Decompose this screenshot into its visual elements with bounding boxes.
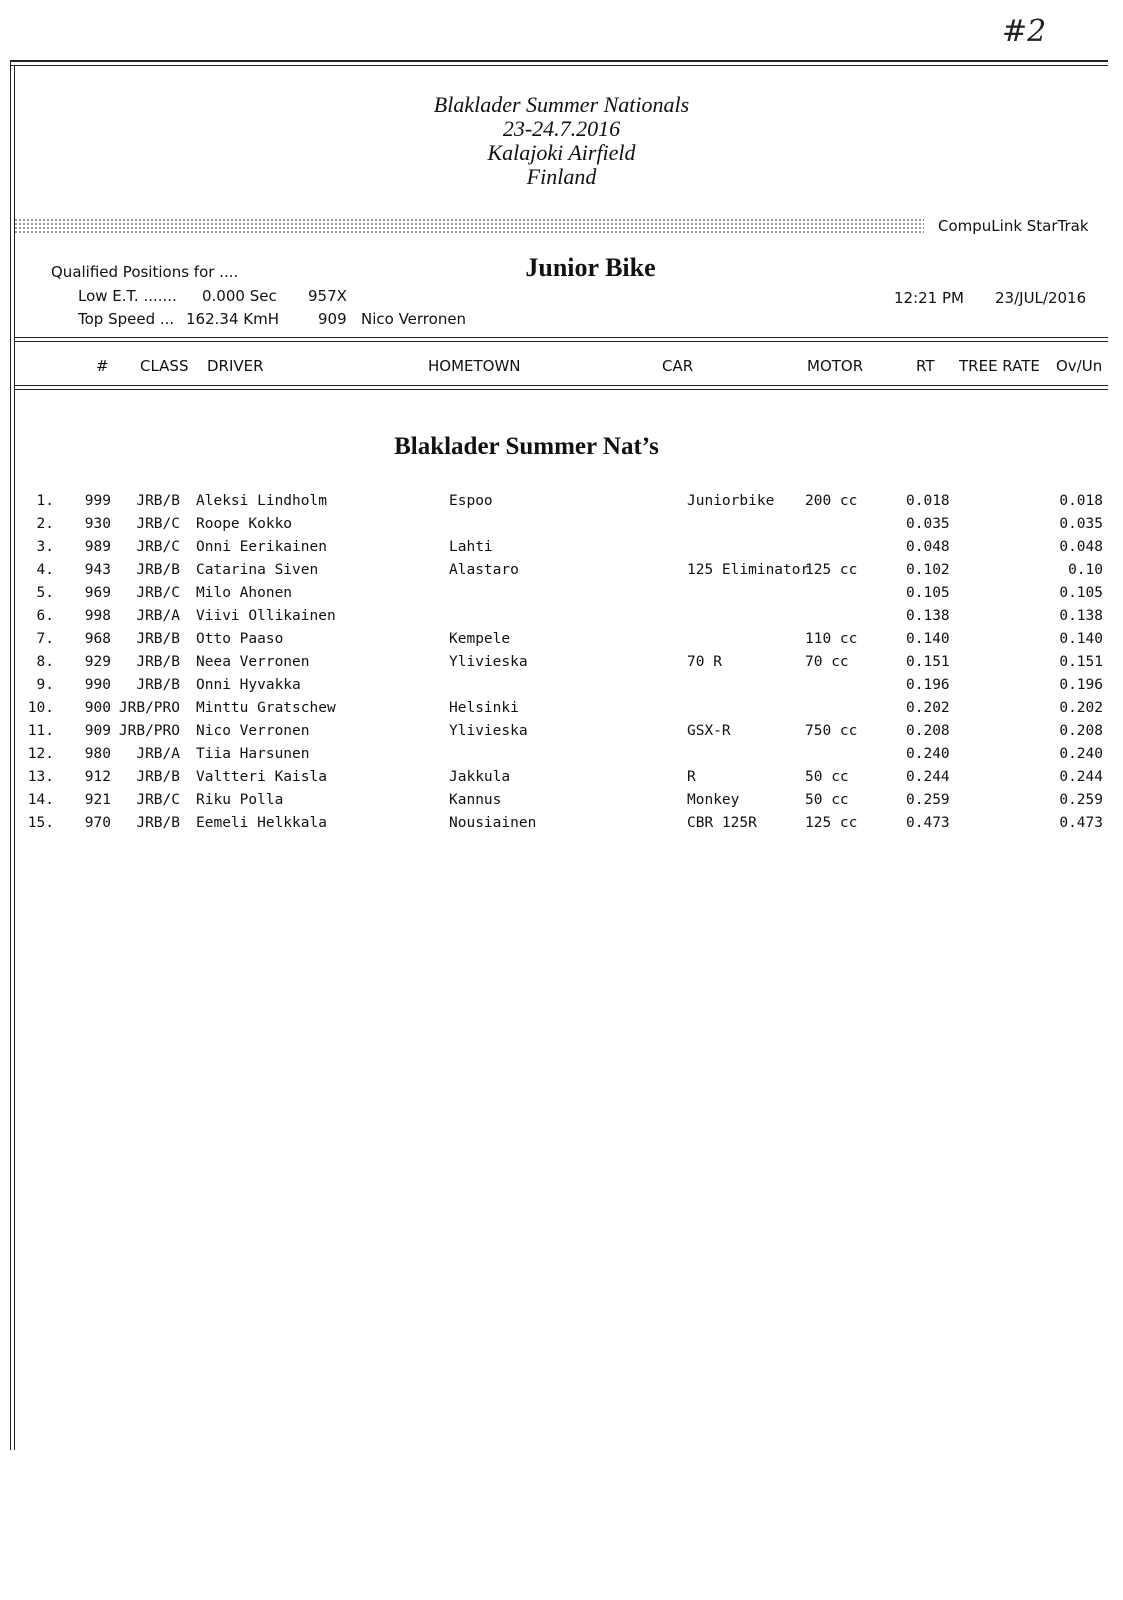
row-ovun: 0.259 [1059, 792, 1103, 808]
row-number: 912 [84, 769, 111, 785]
row-rt: 0.102 [906, 562, 950, 578]
row-hometown: Kannus [449, 792, 502, 808]
col-car-header: CAR [662, 357, 694, 375]
row-hometown: Jakkula [449, 769, 511, 785]
row-car: Monkey [687, 792, 740, 808]
row-hometown: Ylivieska [449, 723, 528, 739]
table-row [0, 631, 1123, 654]
event-name: Blaklader Summer Nationals [433, 92, 690, 117]
row-ovun: 0.202 [1059, 700, 1103, 716]
row-rt: 0.202 [906, 700, 950, 716]
low-et-number: 957X [308, 287, 347, 305]
top-speed-driver: Nico Verronen [361, 310, 467, 328]
row-driver: Riku Polla [196, 792, 284, 808]
row-driver: Aleksi Lindholm [196, 493, 327, 509]
row-number: 980 [84, 746, 111, 762]
col-ovun-header: Ov/Un [1056, 357, 1103, 375]
qualified-label: Qualified Positions for .... [51, 263, 239, 281]
row-position: 14. [27, 792, 54, 808]
table-row [0, 815, 1123, 838]
row-number: 968 [84, 631, 111, 647]
row-position: 8. [36, 654, 54, 670]
row-car: CBR 125R [687, 815, 757, 831]
row-driver: Viivi Ollikainen [196, 608, 336, 624]
row-driver: Neea Verronen [196, 654, 310, 670]
row-car: GSX-R [687, 723, 731, 739]
row-class: JRB/B [136, 493, 180, 509]
row-hometown: Alastaro [449, 562, 519, 578]
top-speed-number: 909 [318, 310, 347, 328]
header-rule-bottom-2 [14, 389, 1108, 390]
low-et-label: Low E.T. ....... [78, 287, 177, 305]
row-ovun: 0.018 [1059, 493, 1103, 509]
row-car: 125 Eliminator [687, 562, 810, 578]
row-rt: 0.244 [906, 769, 950, 785]
row-rt: 0.138 [906, 608, 950, 624]
row-class: JRB/C [136, 792, 180, 808]
row-class: JRB/B [136, 815, 180, 831]
row-driver: Roope Kokko [196, 516, 293, 532]
row-ovun: 0.035 [1059, 516, 1103, 532]
row-motor: 50 cc [805, 769, 849, 785]
table-row [0, 562, 1123, 585]
row-car: 70 R [687, 654, 722, 670]
row-position: 2. [36, 516, 54, 532]
row-position: 1. [36, 493, 54, 509]
row-ovun: 0.244 [1059, 769, 1103, 785]
row-rt: 0.151 [906, 654, 950, 670]
row-position: 10. [27, 700, 54, 716]
row-rt: 0.048 [906, 539, 950, 555]
row-position: 4. [36, 562, 54, 578]
top-speed-label: Top Speed ... [78, 310, 175, 328]
row-driver: Otto Paaso [196, 631, 284, 647]
top-speed-value: 162.34 KmH [186, 310, 279, 328]
header-rule-bottom [14, 385, 1108, 386]
row-driver: Eemeli Helkkala [196, 815, 327, 831]
row-position: 6. [36, 608, 54, 624]
row-rt: 0.259 [906, 792, 950, 808]
row-number: 909 [84, 723, 111, 739]
row-ovun: 0.473 [1059, 815, 1103, 831]
row-rt: 0.018 [906, 493, 950, 509]
row-driver: Tiia Harsunen [196, 746, 310, 762]
table-row [0, 516, 1123, 539]
row-motor: 70 cc [805, 654, 849, 670]
row-driver: Milo Ahonen [196, 585, 293, 601]
col-rt-header: RT [916, 357, 935, 375]
col-driver-header: DRIVER [207, 357, 264, 375]
row-class: JRB/B [136, 677, 180, 693]
col-motor-header: MOTOR [807, 357, 864, 375]
row-rt: 0.473 [906, 815, 950, 831]
row-number: 900 [84, 700, 111, 716]
row-position: 11. [27, 723, 54, 739]
row-hometown: Lahti [449, 539, 493, 555]
table-row [0, 493, 1123, 516]
row-class: JRB/B [136, 631, 180, 647]
event-venue: Kalajoki Airfield [487, 140, 636, 165]
header-rule-top [14, 337, 1108, 338]
row-class: JRB/C [136, 516, 180, 532]
row-rt: 0.196 [906, 677, 950, 693]
row-ovun: 0.240 [1059, 746, 1103, 762]
row-motor: 125 cc [805, 815, 858, 831]
event-header [0, 93, 1123, 189]
col-hometown-header: HOMETOWN [428, 357, 521, 375]
row-number: 969 [84, 585, 111, 601]
row-ovun: 0.048 [1059, 539, 1103, 555]
header-rule-top-2 [14, 341, 1108, 342]
frame-top-border-inner [10, 65, 1108, 66]
row-rt: 0.035 [906, 516, 950, 532]
row-number: 929 [84, 654, 111, 670]
row-position: 13. [27, 769, 54, 785]
report-date: 23/JUL/2016 [995, 289, 1087, 307]
frame-top-border [10, 60, 1108, 62]
table-row [0, 769, 1123, 792]
row-hometown: Ylivieska [449, 654, 528, 670]
row-position: 12. [27, 746, 54, 762]
row-driver: Minttu Gratschew [196, 700, 336, 716]
low-et-value: 0.000 Sec [202, 287, 277, 305]
row-motor: 125 cc [805, 562, 858, 578]
row-hometown: Espoo [449, 493, 493, 509]
col-num-header: # [96, 357, 109, 375]
handwritten-page-number: #2 [1002, 14, 1047, 49]
row-ovun: 0.10 [1068, 562, 1103, 578]
row-number: 989 [84, 539, 111, 555]
row-class: JRB/C [136, 585, 180, 601]
row-hometown: Nousiainen [449, 815, 537, 831]
row-car: Juniorbike [687, 493, 775, 509]
row-position: 5. [36, 585, 54, 601]
row-ovun: 0.151 [1059, 654, 1103, 670]
row-ovun: 0.138 [1059, 608, 1103, 624]
row-position: 7. [36, 631, 54, 647]
row-class: JRB/PRO [118, 700, 180, 716]
table-row [0, 792, 1123, 815]
col-class-header: CLASS [140, 357, 189, 375]
brand-label: CompuLink StarTrak [938, 217, 1089, 235]
row-class: JRB/PRO [118, 723, 180, 739]
row-number: 999 [84, 493, 111, 509]
row-rt: 0.208 [906, 723, 950, 739]
row-car: R [687, 769, 696, 785]
col-tree-rate-header: TREE RATE [959, 357, 1040, 375]
table-row [0, 677, 1123, 700]
row-number: 998 [84, 608, 111, 624]
row-ovun: 0.140 [1059, 631, 1103, 647]
row-class: JRB/B [136, 769, 180, 785]
row-driver: Onni Hyvakka [196, 677, 301, 693]
event-country: Finland [526, 164, 597, 189]
row-class: JRB/B [136, 562, 180, 578]
table-row [0, 746, 1123, 769]
row-position: 15. [27, 815, 54, 831]
row-position: 9. [36, 677, 54, 693]
table-row [0, 700, 1123, 723]
row-motor: 750 cc [805, 723, 858, 739]
row-class: JRB/A [136, 746, 180, 762]
row-class: JRB/C [136, 539, 180, 555]
row-number: 943 [84, 562, 111, 578]
row-number: 930 [84, 516, 111, 532]
table-row [0, 608, 1123, 631]
row-hometown: Helsinki [449, 700, 519, 716]
event-dates: 23-24.7.2016 [502, 116, 621, 141]
class-title: Junior Bike [525, 253, 656, 282]
table-row [0, 654, 1123, 677]
row-number: 921 [84, 792, 111, 808]
row-rt: 0.140 [906, 631, 950, 647]
table-row [0, 539, 1123, 562]
row-driver: Nico Verronen [196, 723, 310, 739]
row-class: JRB/A [136, 608, 180, 624]
row-driver: Valtteri Kaisla [196, 769, 327, 785]
row-number: 970 [84, 815, 111, 831]
row-ovun: 0.105 [1059, 585, 1103, 601]
row-hometown: Kempele [449, 631, 511, 647]
row-motor: 50 cc [805, 792, 849, 808]
report-time: 12:21 PM [894, 289, 964, 307]
table-row [0, 723, 1123, 746]
row-class: JRB/B [136, 654, 180, 670]
row-ovun: 0.208 [1059, 723, 1103, 739]
row-position: 3. [36, 539, 54, 555]
row-driver: Catarina Siven [196, 562, 319, 578]
section-title: Blaklader Summer Nat’s [394, 433, 659, 460]
row-motor: 110 cc [805, 631, 858, 647]
table-row [0, 585, 1123, 608]
row-motor: 200 cc [805, 493, 858, 509]
row-number: 990 [84, 677, 111, 693]
row-driver: Onni Eerikainen [196, 539, 327, 555]
row-rt: 0.105 [906, 585, 950, 601]
dotted-separator [14, 218, 924, 234]
row-ovun: 0.196 [1059, 677, 1103, 693]
row-rt: 0.240 [906, 746, 950, 762]
